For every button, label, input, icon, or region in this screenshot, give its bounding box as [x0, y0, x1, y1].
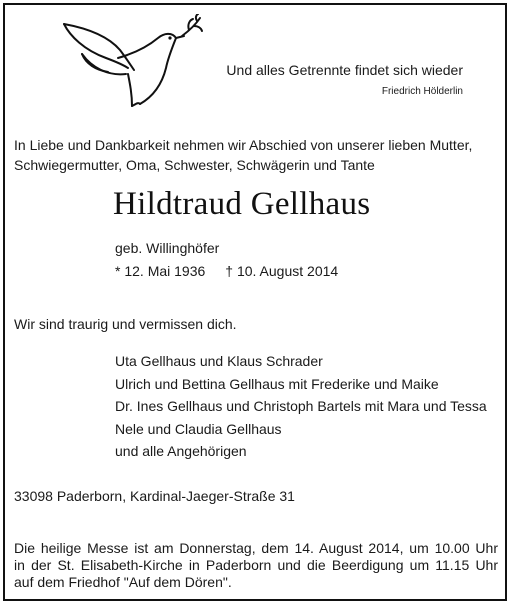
mass-line: in der St. Elisabeth-Kirche in Paderborn und die Beerdigung um 11.15 Uhr: [14, 557, 498, 573]
life-dates: [115, 263, 338, 279]
mass-line: Die heilige Messe ist am Donnerstag, dem 14. August 2014, um 10.00 Uhr: [14, 540, 498, 556]
death-date: † 10. August 2014: [225, 263, 339, 279]
motto-author: Friedrich Hölderlin: [381, 86, 463, 97]
mourner-entry: Nele und Claudia Gellhaus: [115, 420, 282, 437]
family-address: 33098 Paderborn, Kardinal-Jaeger-Straße 31: [14, 488, 295, 504]
mass-line: auf dem Friedhof "Auf dem Dören".: [14, 574, 232, 590]
motto-quote: Und alles Getrennte findet sich wieder: [226, 62, 463, 78]
mourner-entry: Uta Gellhaus und Klaus Schrader: [115, 353, 323, 369]
deceased-name: Hildtraud Gellhaus: [113, 186, 371, 222]
mourner-entry: Ulrich und Bettina Gellhaus mit Frederike und Maike: [115, 375, 439, 392]
intro-line: In Liebe und Dankbarkeit nehmen wir Abschied von unserer lieben Mutter,: [14, 137, 473, 153]
mourner-entry: Dr. Ines Gellhaus und Christoph Bartels mit Mara und Tessa: [115, 398, 487, 414]
intro-text: [14, 135, 498, 175]
mourners-list: [115, 350, 487, 463]
birth-date: * 12. Mai 1936: [115, 263, 206, 279]
funeral-mass-info: [14, 540, 498, 591]
birth-name: geb. Willinghöfer: [115, 240, 220, 256]
mourner-entry: und alle Angehörigen: [115, 443, 247, 459]
sentiment-text: Wir sind traurig und vermissen dich.: [14, 316, 237, 332]
intro-line: Schwiegermutter, Oma, Schwester, Schwägerin und Tante: [14, 157, 375, 173]
